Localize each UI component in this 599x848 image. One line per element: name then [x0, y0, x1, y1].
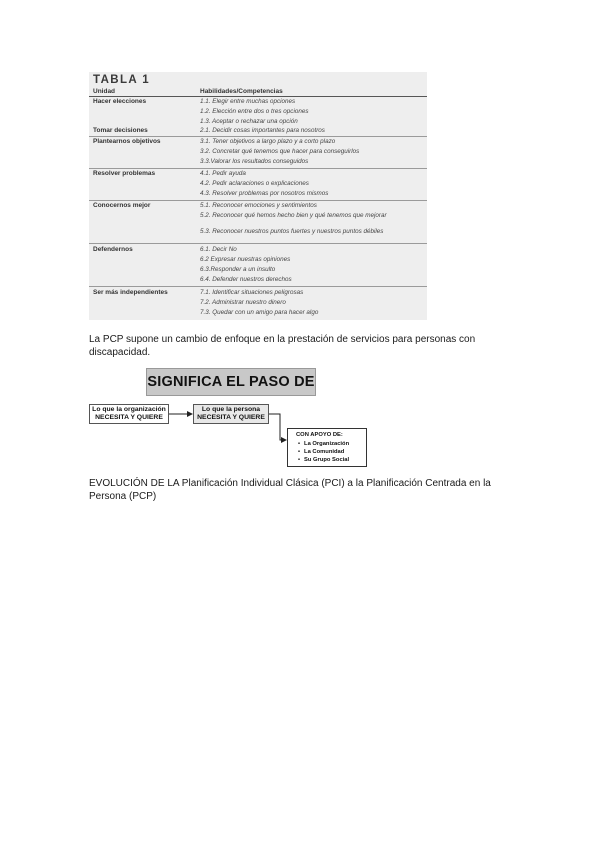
table-skill: 7.2. Administrar nuestro dinero [200, 299, 286, 306]
evolution-paragraph: EVOLUCIÓN DE LA Planificación Individual Clásica (PCI) a la Planificación Centrada en la Persona (PCP) [89, 478, 491, 502]
table-unit: Plantearnos objetivos [93, 138, 161, 145]
table-skill: 2.1. Decidir cosas importantes para nosotros [200, 127, 325, 134]
table-skill: 7.1. Identificar situaciones peligrosas [200, 289, 304, 296]
organization-needs-line2: NECESITA Y QUIERE [95, 414, 163, 421]
diagram-banner: SIGNIFICA EL PASO DE [146, 368, 316, 396]
table-skill: 3.1. Tener objetivos a largo plazo y a corto plazo [200, 138, 336, 145]
table-unit: Hacer elecciones [93, 98, 147, 105]
table-header-skills: Habilidades/Competencias [200, 88, 283, 95]
table-skill: 6.1. Decir No [200, 246, 237, 253]
intro-paragraph: La PCP supone un cambio de enfoque en la prestación de servicios para personas con discapacidad. [89, 334, 476, 358]
person-needs-line1: Lo que la persona [201, 406, 261, 413]
table-skill: 1.2. Elección entre dos o tres opciones [200, 108, 309, 115]
table-skill: 6.3.Responder a un insulto [200, 266, 276, 273]
table-header-unit: Unidad [93, 88, 116, 95]
table-skill: 5.3. Reconocer nuestros puntos fuertes y nuestros puntos débiles [200, 228, 384, 235]
table-title: TABLA 1 [93, 74, 151, 86]
table-skill: 4.2. Pedir aclaraciones o explicaciones [200, 180, 309, 187]
arrow-person-to-support [269, 414, 286, 440]
table-unit: Ser más independientes [93, 289, 168, 296]
table-skill: 3.2. Concretar qué tenemos que hacer para conseguirlos [200, 148, 360, 155]
table-unit: Defendernos [93, 246, 133, 253]
table-skill: 5.1. Reconocer emociones y sentimientos [200, 202, 317, 209]
support-item: • Su Grupo Social [298, 456, 349, 464]
support-item: • La Comunidad [298, 448, 349, 456]
support-box [287, 428, 367, 467]
table-skill: 6.4. Defender nuestros derechos [200, 276, 292, 283]
support-list [298, 440, 349, 464]
table-unit: Tomar decisiones [93, 127, 148, 134]
support-item: • La Organización [298, 440, 349, 448]
table-unit: Resolver problemas [93, 170, 156, 177]
table-skill: 1.1. Elegir entre muchas opciones [200, 98, 296, 105]
table-skill: 5.2. Reconocer qué hemos hecho bien y qué tenemos que mejorar [200, 212, 387, 219]
table-skill: 4.3. Resolver problemas por nosotros mismos [200, 190, 329, 197]
organization-needs-line1: Lo que la organización [92, 406, 166, 413]
table-unit: Conocernos mejor [93, 202, 151, 209]
person-needs-line2: NECESITA Y QUIERE [197, 414, 265, 421]
table-skill: 4.1. Pedir ayuda [200, 170, 246, 177]
support-heading: CON APOYO DE: [296, 432, 343, 438]
table-skill: 1.3. Aceptar o rechazar una opción [200, 118, 298, 125]
table-skill: 7.3. Quedar con un amigo para hacer algo [200, 309, 319, 316]
table-skill: 3.3.Valorar los resultados conseguidos [200, 158, 309, 165]
table-skill: 6.2 Expresar nuestras opiniones [200, 256, 291, 263]
